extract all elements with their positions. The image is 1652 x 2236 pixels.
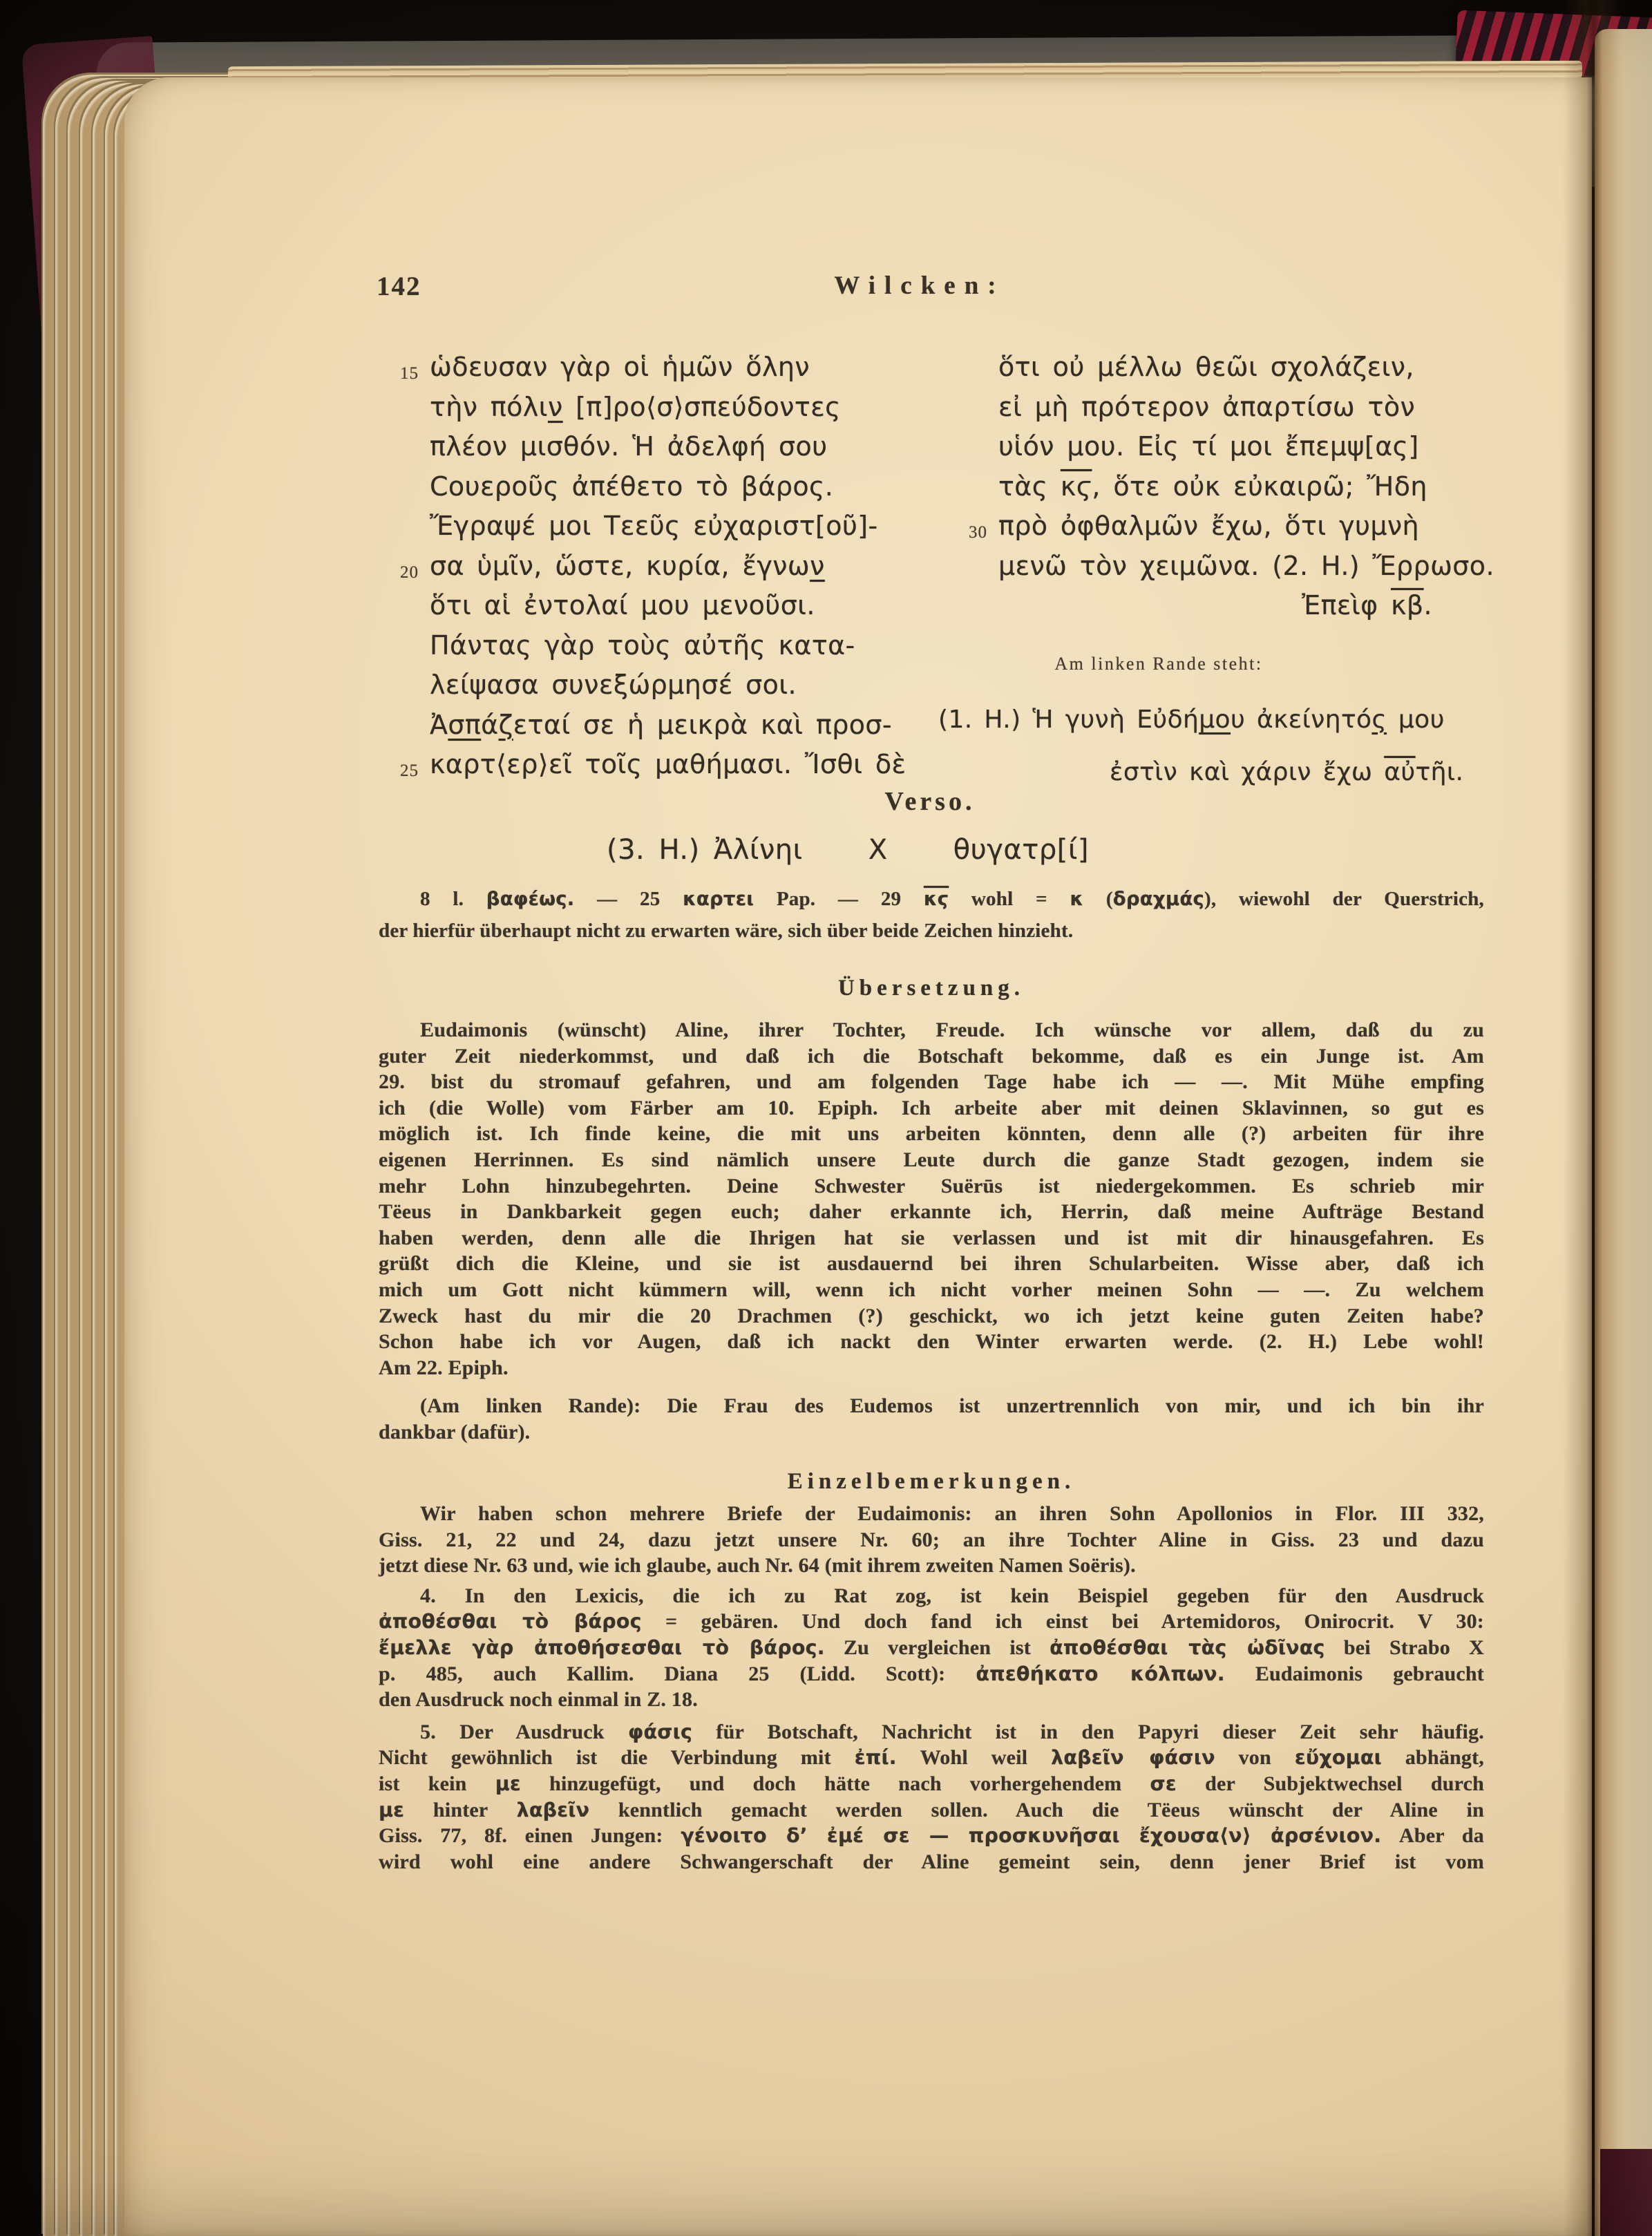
text-line	[379, 1017, 1484, 1043]
text-segment: dankbar (dafür).	[379, 1420, 531, 1443]
text-line	[379, 1609, 1484, 1635]
text-line	[379, 1277, 1484, 1303]
text-segment: wird wohl eine andere Schwangerschaft der Aline gemeint sein, denn jener Brief ist vom	[379, 1850, 1484, 1873]
greek-text: λαβεῖν	[516, 1798, 590, 1821]
text-line	[379, 1719, 1484, 1745]
text-line	[379, 1303, 1484, 1329]
text-segment: Am 22. Epiph.	[379, 1356, 509, 1379]
text-line	[379, 915, 1484, 947]
text-segment: wohl =	[949, 888, 1070, 910]
text-segment: Ἐπεὶφ	[1302, 590, 1392, 620]
text-segment: Aber da	[1381, 1824, 1484, 1848]
text-segment: der Subjektwechsel durch	[1176, 1772, 1484, 1795]
commentary-heading: Einzelbemerkungen.	[787, 1469, 1076, 1494]
greek-text: δραχμάς	[1112, 888, 1205, 910]
text-segment: σπ	[448, 709, 482, 740]
text-line	[379, 1797, 1484, 1823]
greek-text: εὔχομαι	[1294, 1746, 1382, 1770]
text-segment: mich um Gott nicht kümmern will, wenn ich nicht vorher meinen Sohn — —. Zu welchem	[379, 1278, 1484, 1301]
text-line	[380, 626, 855, 666]
greek-text: με	[495, 1772, 521, 1795]
text-line	[380, 586, 822, 626]
book-gutter-shadow	[1563, 0, 1622, 2236]
greek-text: ἔμελλε γὰρ ἀποθήσεσθαι τὸ βάρος.	[379, 1636, 825, 1659]
text-segment: μενῶ τὸν χειμῶνα. (2. H.) Ἔρρωσο.	[998, 550, 1494, 581]
text-segment: Nicht gewöhnlich ist die Verbindung mit	[379, 1746, 855, 1770]
text-line	[379, 1419, 1484, 1446]
text-segment: θυγατρ[ί]	[953, 834, 1089, 866]
text-segment: σα ὑμῖν, ὥστε, κυρία, ἔγνω	[430, 550, 810, 581]
page-number: 142	[377, 272, 421, 301]
text-segment: für Botschaft, Nachricht ist in den Papyri dieser Zeit sehr häufig.	[692, 1720, 1484, 1743]
margin-note-greek	[938, 694, 1477, 799]
text-segment: ά	[481, 709, 499, 740]
text-segment: .	[1423, 590, 1432, 620]
text-segment: καρτ⟨ερ⟩εῖ τοῖς μαθήμασι. Ἴσθι δὲ	[430, 749, 906, 779]
text-segment: (	[1083, 888, 1113, 910]
translation-text	[379, 1017, 1484, 1446]
book-cover-corner-bottom	[1600, 2149, 1652, 2236]
text-segment: πλέον μισθόν. Ἡ ἀδελφή σου	[430, 431, 828, 462]
text-segment: Eudaimonis gebraucht	[1224, 1662, 1484, 1685]
text-segment: jetzt diese Nr. 63 und, wie ich glaube, auch Nr. 64 (mit ihrem zweiten Namen Soëris).	[379, 1554, 1136, 1577]
greek-text: ἐπί.	[854, 1746, 897, 1770]
commentary-text	[379, 1501, 1484, 1875]
text-segment: ὡδευσαν γὰρ οἱ ἡμῶν ὅλην	[430, 352, 810, 382]
text-line	[379, 1771, 1484, 1797]
greek-text: λαβεῖν φάσιν	[1051, 1746, 1215, 1770]
text-segment: λείψασα συνεξώρμησέ σοι.	[430, 670, 797, 700]
text-line	[380, 427, 828, 467]
text-line	[379, 1745, 1484, 1771]
text-segment: Schon habe ich vor Augen, daß ich nackt den Winter erwarten werde. (2. H.) Lebe wohl!	[379, 1330, 1484, 1354]
text-line	[379, 1147, 1484, 1173]
text-segment: μου	[1387, 705, 1445, 734]
text-segment: ), wiewohl der Querstrich,	[1204, 888, 1484, 910]
text-segment: εἰ μὴ πρότερον ἀπαρτίσω τὸν	[998, 391, 1416, 422]
line-number: 25	[400, 761, 419, 780]
text-line	[379, 1043, 1484, 1070]
text-line	[379, 1355, 1484, 1381]
text-segment: Πάντας γὰρ τοὺς αὐτῆς κατα-	[430, 629, 855, 661]
greek-text: γένοιτο δ’ ἐμέ σε — προσκυνῆσαι ἔχουσα⟨ν⟩ ἀρσένιον.	[681, 1824, 1382, 1848]
text-segment: Giss. 21, 22 und 24, dazu jetzt unsere Nr. 60; an ihre Tochter Aline in Giss. 23 und dazu	[379, 1528, 1484, 1551]
text-line	[379, 1225, 1484, 1251]
text-line	[379, 1329, 1484, 1355]
text-segment: Ἔγραψέ μοι Τεεῦς εὐχαριστ[οῦ]-	[430, 511, 878, 541]
text-segment: υἱόν μου. Εἰς τί μοι ἔπεμψ[ας]	[998, 431, 1419, 462]
margin-note-caption: Am linken Rande steht:	[1054, 654, 1263, 674]
text-line	[949, 388, 1432, 428]
text-segment: μο	[1199, 705, 1231, 734]
greek-text-column-left	[380, 348, 906, 785]
translation-heading: Übersetzung.	[837, 976, 1025, 1001]
text-segment: ὅτι αἱ ἐντολαί μου μενοῦσι.	[430, 590, 815, 620]
verso-address-line	[379, 829, 1484, 871]
text-segment: (1. H.) Ἡ γυνὴ Εὐδή	[938, 705, 1199, 734]
text-line	[949, 348, 1432, 388]
text-segment: ὅτι οὐ μέλλω θεῶι σχολάζειν,	[998, 352, 1414, 382]
text-line	[949, 427, 1432, 467]
text-line	[949, 586, 1432, 626]
greek-text: ἀποθέσθαι τὸ βάρος	[379, 1610, 642, 1633]
text-segment: Wir haben schon mehrere Briefe der Eudaimonis: an ihren Sohn Apollonios in Flor. III 332,	[420, 1502, 1484, 1525]
text-segment: Pap. — 29	[754, 888, 924, 910]
text-segment: , ὅτε οὐκ εὐκαιρῶ; Ἤδη	[1092, 471, 1427, 502]
text-segment: hinter	[404, 1798, 517, 1821]
text-line	[379, 1823, 1484, 1849]
text-segment: ν	[810, 550, 825, 581]
greek-text: φάσις	[627, 1720, 693, 1743]
text-segment: $\overline{\kappa ϛ}$	[1060, 471, 1092, 502]
text-line	[379, 1393, 1484, 1419]
text-line	[379, 1553, 1484, 1579]
text-segment: eigenen Herrinnen. Es sind nämlich unsere Leute durch die ganze Stadt gezogen, indem sie	[379, 1148, 1484, 1171]
text-segment: (Am linken Rande): Die Frau des Eudemos ist unzertrennlich von mir, und ich bin ihr	[420, 1394, 1484, 1418]
text-segment: haben werden, denn alle die Ihrigen hat sie verlassen und ist mit dir hinausgefahren. Es	[379, 1226, 1484, 1249]
line-number: 15	[400, 364, 419, 383]
text-line	[949, 467, 1432, 507]
text-line	[380, 506, 878, 547]
text-segment: grüßt dich die Kleine, und sie ist ausdauernd bei ihren Schularbeiten. Wisse aber, daß ich	[379, 1252, 1484, 1276]
text-segment: εταί σε ἡ μεικρὰ καὶ προσ-	[513, 709, 893, 740]
text-segment: ist kein	[379, 1772, 495, 1795]
text-line	[380, 467, 834, 507]
text-segment: τῆι.	[1415, 758, 1464, 786]
greek-text: καρτει	[683, 888, 754, 910]
text-line	[379, 1095, 1484, 1121]
text-segment: Giss. 77, 8f. einen Jungen:	[379, 1824, 681, 1848]
text-segment: $\overline{\alpha ὐ}$	[1384, 758, 1416, 786]
text-line	[379, 1069, 1484, 1095]
text-segment: Ἀ	[430, 709, 448, 740]
running-header: Wilcken:	[834, 272, 1005, 300]
text-line	[949, 547, 1494, 587]
text-segment: ν	[547, 391, 563, 422]
text-segment: abhängt,	[1381, 1746, 1485, 1770]
text-segment: 4. In den Lexicis, die ich zu Rat zog, ist kein Beispiel gegeben für den Ausdruck	[420, 1584, 1484, 1607]
text-line	[379, 1199, 1484, 1225]
line-number: 20	[400, 562, 419, 582]
text-segment: ς	[1371, 705, 1387, 734]
text-line	[379, 883, 1484, 915]
text-segment: πρὸ ὀφθαλμῶν ἔχω, ὅτι γυμνὴ	[998, 511, 1420, 541]
text-segment: mehr Lohn hinzubegehrten. Deine Schwester Suërūs ist niedergekommen. Es schrieb mir	[379, 1174, 1484, 1197]
line-number: 30	[969, 523, 987, 542]
text-segment: υ ἀκείνητό	[1230, 705, 1372, 734]
text-line	[379, 1527, 1484, 1553]
greek-text: $\overline{\kappa ϛ}$	[923, 888, 949, 910]
verso-heading: Verso.	[884, 787, 976, 816]
text-segment: Eudaimonis (wünscht) Aline, ihrer Tochter, Freude. Ich wünsche vor allem, daß du zu	[420, 1018, 1484, 1041]
text-segment: p. 485, auch Kallim. Diana 25 (Lidd. Scott):	[379, 1662, 976, 1685]
text-line	[379, 829, 1484, 871]
text-line	[379, 1849, 1484, 1875]
text-line	[938, 694, 1477, 746]
text-segment: hinzugefügt, und doch hätte nach vorhergehendem	[520, 1772, 1150, 1795]
text-line	[379, 1501, 1484, 1527]
text-line	[949, 506, 1432, 547]
greek-text: κ	[1070, 888, 1084, 910]
text-segment: (3. H.) Ἀλίνηι	[607, 834, 803, 866]
text-line	[380, 745, 906, 785]
text-segment: $\overline{\kappa\beta}$	[1391, 590, 1424, 620]
text-segment: — 25	[574, 888, 683, 910]
text-segment: guter Zeit niederkommst, und daß ich die Botschaft bekomme, daß es ein Junge ist. Am	[379, 1044, 1484, 1068]
text-line	[380, 665, 822, 705]
text-segment: Zu vergleichen ist	[824, 1636, 1050, 1659]
text-segment: [π]ρο⟨σ⟩σπεύδοντες	[562, 391, 841, 422]
text-line	[379, 1121, 1484, 1147]
greek-text: με	[379, 1798, 405, 1821]
text-segment: τὴν πόλι	[430, 391, 548, 422]
text-segment: Zweck hast du mir die 20 Drachmen (?) geschickt, wo ich jetzt keine guten Zeiten habe?	[379, 1304, 1484, 1327]
text-line	[380, 547, 825, 587]
greek-text: ἀπεθήκατο κόλπων.	[976, 1662, 1225, 1685]
text-line	[379, 1661, 1484, 1687]
text-segment: den Ausdruck noch einmal in Z. 18.	[379, 1688, 698, 1712]
text-line	[379, 1173, 1484, 1200]
text-segment: ich (die Wolle) vom Färber am 10. Epiph. Ich arbeite aber mit deinen Sklavinnen, so gut es	[379, 1096, 1484, 1119]
text-line	[379, 1251, 1484, 1277]
text-segment: 29. bist du stromauf gefahren, und am folgenden Tage habe ich — —. Mit Mühe empfing	[379, 1070, 1484, 1094]
text-segment: kenntlich gemacht werden sollen. Auch die Tëeus wünscht der Aline in	[589, 1798, 1484, 1821]
text-line	[379, 1687, 1484, 1713]
text-line	[379, 1635, 1484, 1661]
text-segment: von	[1215, 1746, 1295, 1770]
text-segment: Wohl weil	[896, 1746, 1052, 1770]
greek-text: ἀποθέσθαι τὰς ὠδῖνας	[1050, 1636, 1325, 1659]
text-segment: Ϲουεροῦς ἀπέθετο τὸ βάρος.	[430, 471, 834, 502]
book-page	[124, 77, 1592, 2236]
text-segment: ἐστὶν καὶ χάριν ἔχω	[1110, 758, 1385, 786]
text-segment: möglich ist. Ich finde keine, die mit uns arbeiten könnten, denn alle (?) arbeiten für ihre	[379, 1122, 1484, 1146]
text-segment: τὰς	[998, 471, 1061, 502]
text-line	[380, 348, 822, 388]
text-line	[380, 705, 893, 746]
text-segment: 8 l.	[420, 888, 486, 910]
text-segment: ζ	[498, 709, 513, 740]
text-line	[380, 388, 841, 428]
text-segment: bei Strabo X	[1325, 1636, 1484, 1659]
text-segment: Tëeus in Dankbarkeit gegen euch; daher erkannte ich, Herrin, daß meine Aufträge Bestand	[379, 1200, 1484, 1224]
text-segment: Χ	[868, 834, 888, 866]
text-segment: der hierfür überhaupt nicht zu erwarten wäre, sich über beide Zeichen hinzieht.	[379, 920, 1074, 942]
text-segment: = gebären. Und doch fand ich einst bei Artemidoros, Onirocrit. V 30:	[641, 1610, 1484, 1633]
greek-text: σε	[1150, 1772, 1177, 1795]
text-line	[379, 1583, 1484, 1609]
critical-apparatus	[379, 883, 1484, 947]
greek-text-column-right	[949, 348, 1494, 626]
text-segment: 5. Der Ausdruck	[420, 1720, 628, 1743]
greek-text: βαφέως.	[486, 888, 575, 910]
